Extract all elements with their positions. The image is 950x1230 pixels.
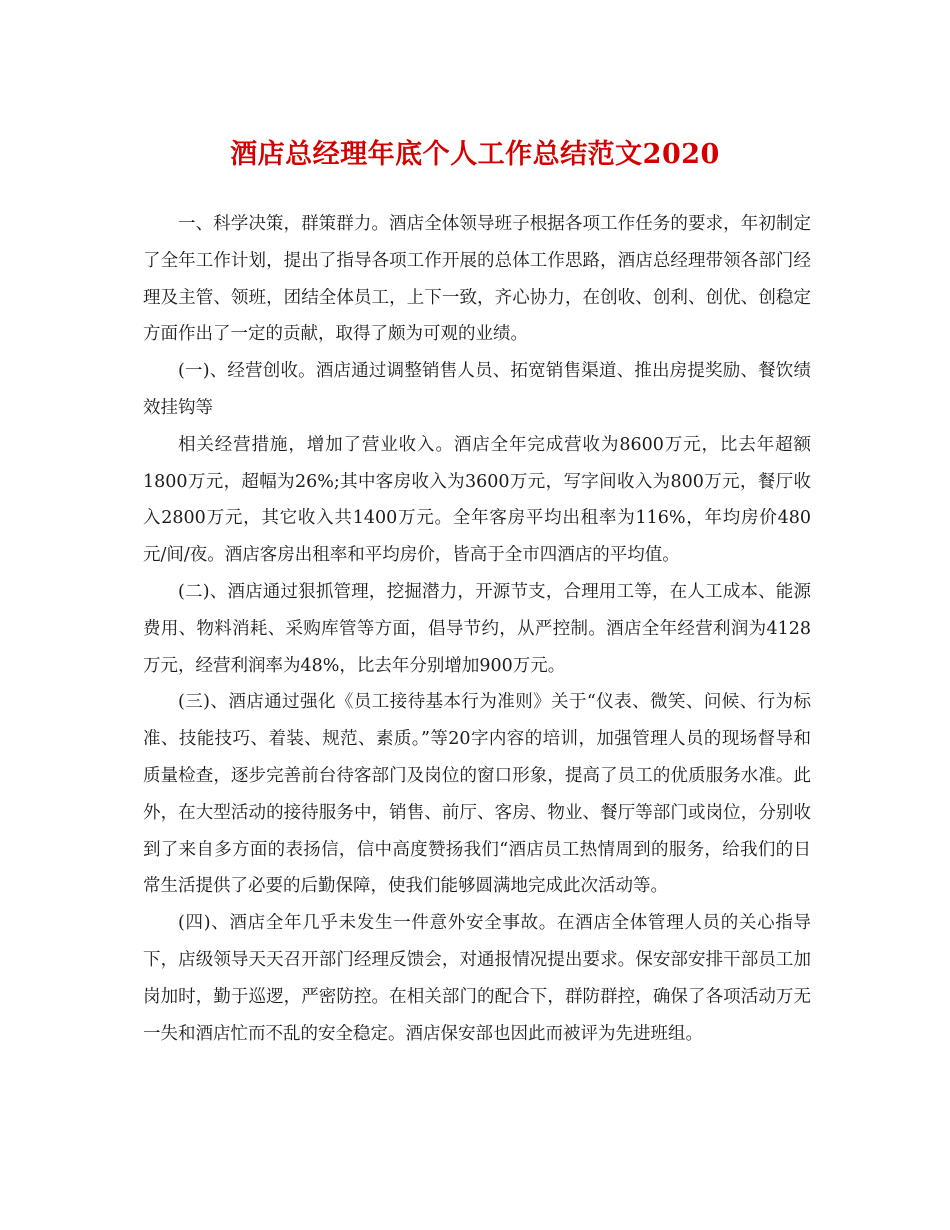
paragraph-6: (四)、酒店全年几乎未发生一件意外安全事故。在酒店全体管理人员的关心指导下，店级领导天天召开部门经理反馈会，对通报情况提出要求。保安部安排干部员工加岗加时，勤于巡逻，严密防控。在相关部门的配合下，群防群控，确保了各项活动万无一失和酒店忙而不乱的安全稳定。酒店保安部也因此而被评为先进班组。 [143, 913, 811, 1044]
paragraph-3: 相关经营措施，增加了营业收入。酒店全年完成营收为8600万元，比去年超额1800万元，超幅为26%;其中客房收入为3600万元，写字间收入为800万元，餐厅收入2800万元，其它收入共1400万元。全年客房平均出租率为116%，年均房价480元/间/夜。酒店客房出租率和平均房价，皆高于全市四酒店的平均值。 [143, 434, 811, 566]
paragraph-5: (三)、酒店通过强化《员工接待基本行为准则》关于“仪表、微笑、问候、行为标准、技能技巧、着装、规范、素质。”等20字内容的培训，加强管理人员的现场督导和质量检查，逐步完善前台待客部门及岗位的窗口形象，提高了员工的优质服务水准。此外，在大型活动的接待服务中，销售、前厅、客房、物业、餐厅等部门或岗位，分别收到了来自多方面的表扬信，信中高度赞扬我们“酒店员工热情周到的服务，给我们的日常生活提供了必要的后勤保障，使我们能够圆满地完成此次活动等。 [143, 692, 811, 897]
document-title: 酒店总经理年底个人工作总结范文2020 [230, 139, 720, 170]
document-body [143, 206, 811, 1052]
paragraph-4: (二)、酒店通过狠抓管理，挖掘潜力，开源节支，合理用工等，在人工成本、能源费用、物料消耗、采购库管等方面，倡导节约，从严控制。酒店全年经营利润为4128万元，经营利润率为48%，比去年分别增加900万元。 [143, 581, 811, 676]
paragraph-2: (一)、经营创收。酒店通过调整销售人员、拓宽销售渠道、推出房提奖励、餐饮绩效挂钩等 [143, 361, 811, 418]
paragraph-1: 一、科学决策，群策群力。酒店全体领导班子根据各项工作任务的要求，年初制定了全年工作计划，提出了指导各项工作开展的总体工作思路，酒店总经理带领各部门经理及主管、领班，团结全体员工，上下一致，齐心协力，在创收、创利、创优、创稳定方面作出了一定的贡献，取得了颇为可观的业绩。 [143, 214, 811, 345]
